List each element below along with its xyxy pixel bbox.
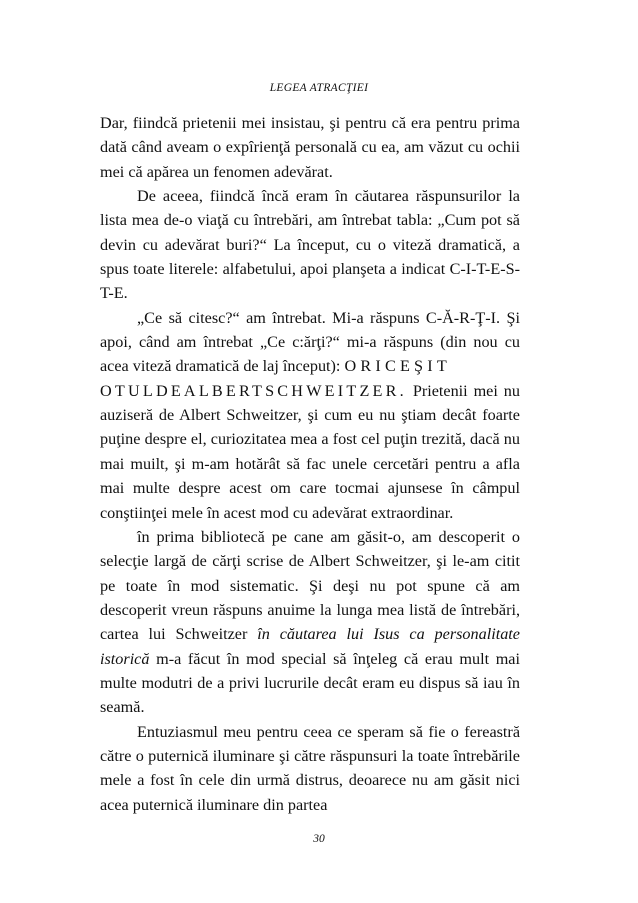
paragraph-4 — [100, 525, 520, 720]
paragraph-4-text-end: m-a făcut în mod special să înţeleg că erau mult mai multe modutri de a privi lucrurile decât eram eu dispus să iau în seamă. — [100, 649, 520, 717]
paragraph-4-text-start: în prima bibliotecă pe cane am găsit-o, am descoperit o selecţie largă de cărţi scrise de Albert Schweitzer, şi le-am citit pe toate în mod sistematic. Şi deşi nu pot spune că am descoperit vreun răspuns anuime la lunga mea listă de întrebări, cartea lui Schweitzer — [100, 527, 520, 644]
paragraph-3 — [100, 306, 520, 525]
paragraph-3-text-start: „Ce să citesc?“ am întrebat. Mi-a răspuns C-Ă-R-Ţ-I. Şi apoi, când am întrebat „Ce c:ărţi?“ mi-a răspuns (din nou cu acea viteză dramatică de laj început): — [100, 308, 520, 376]
running-header: LEGEA ATRACŢIEI — [269, 82, 369, 94]
page-number: 30 — [313, 833, 325, 845]
book-title: în căutarea lui Isus ca personalitate istorică — [100, 625, 520, 668]
paragraph-1: Dar, fiindcă prietenii mei insistau, şi pentru că era pentru prima dată când aveam o expîrienţă personală cu ea, am văzut cu ochii mei că apărea un fenomen adevărat. — [100, 114, 520, 181]
paragraph-2: De aceea, fiindcă încă eram în căutarea răspunsurilor la lista mea de-o viaţă cu întrebări, am întrebat tabla: „Cum pot să devin cu adevărat buri?“ La început, cu o viteză dramatică, a spus toate literele: alfabetului, apoi planşeta a indicat C-I-T-E-S-T-E. — [100, 187, 520, 303]
page-body — [100, 111, 520, 817]
paragraph-5: Entuziasmul meu pentru ceea ce speram să fie o fereastră către o puternică iluminare şi către răspunsuri la toate întrebările mele a fost în cele din urmă distrus, deoarece nu am găsit nici acea puternică iluminare din partea — [100, 722, 520, 814]
paragraph-3-text-end: Prietenii mei nu auziseră de Albert Schweitzer, şi cum eu nu ştiam decât foarte puţine despre el, curiozitatea mea a fost cel puţin trezită, dacă nu mai muilt, şi m-am hotărât să fac unele cercetări pentru a afla mai multe despre acest om care tocmai ajunsese în câmpul conştiinţei mele în acest mod cu adevărat extraordinar. — [100, 381, 520, 522]
spaced-letters-line-1: ORICEŞIT — [344, 357, 451, 376]
spaced-letters-line-2: OTULDEALBERTSCHWEITZER. — [100, 381, 407, 400]
